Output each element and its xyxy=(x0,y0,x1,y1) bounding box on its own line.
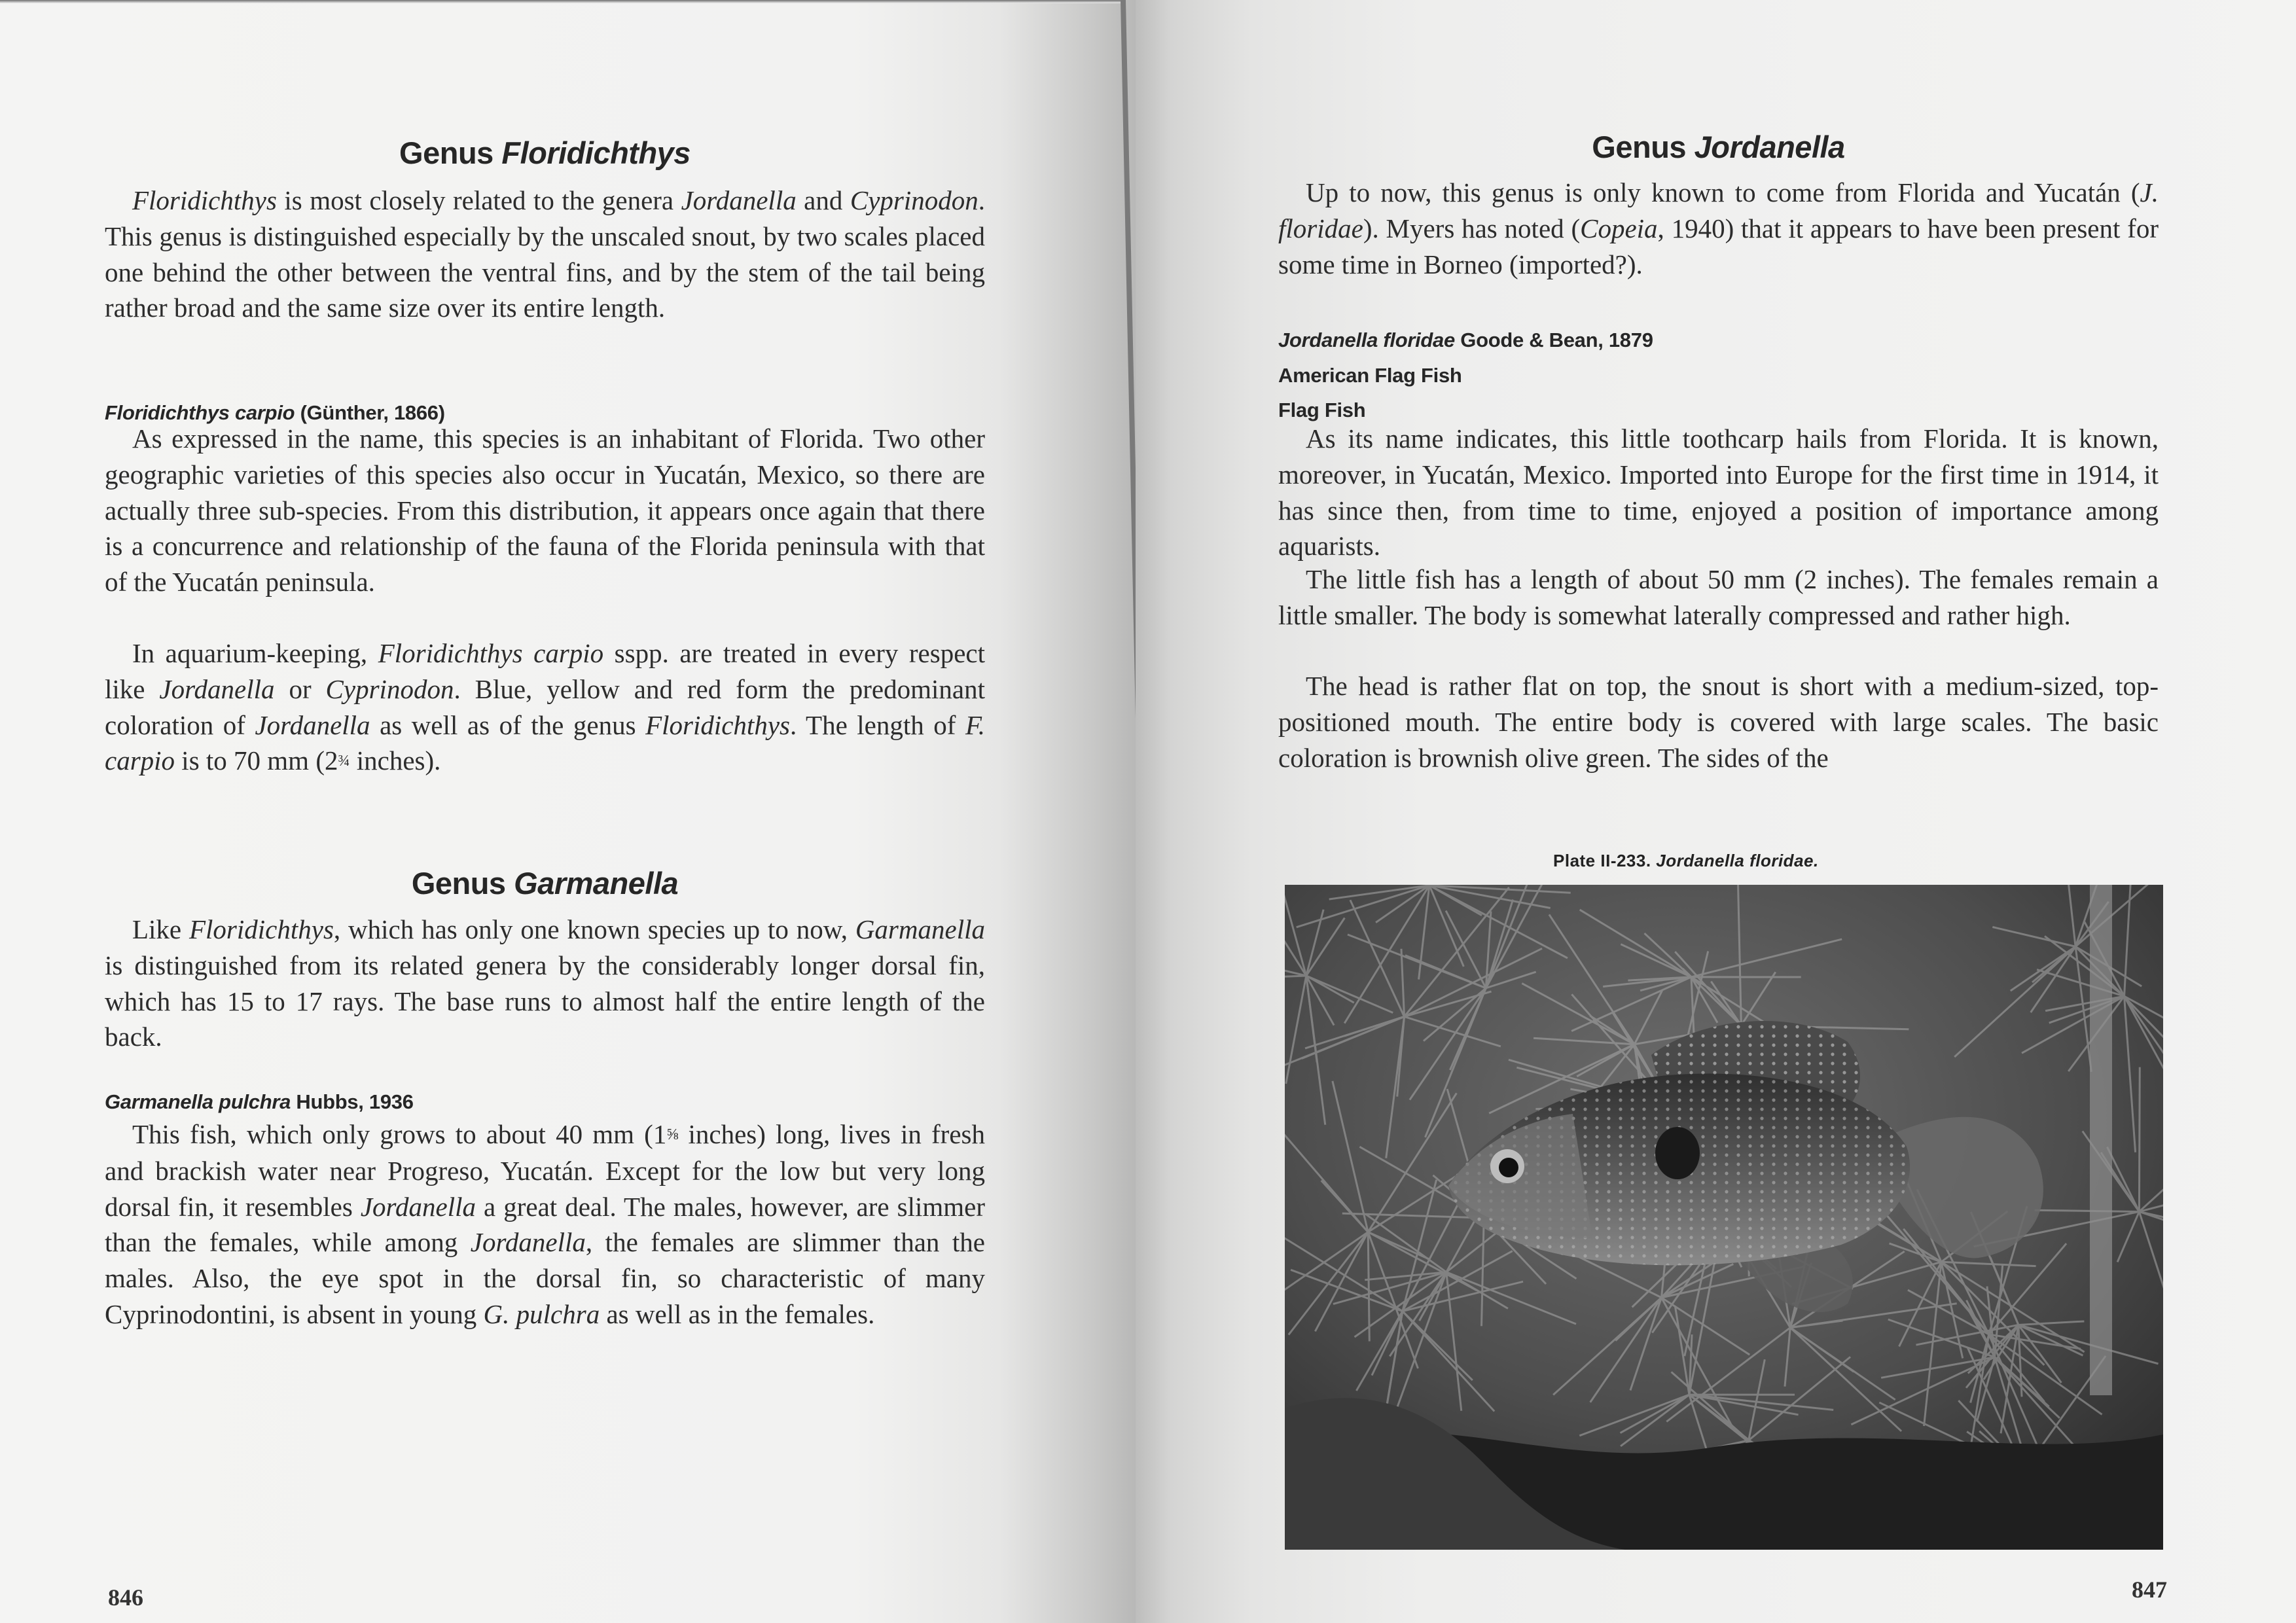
common-name-american-flag-fish: American Flag Fish xyxy=(1278,364,1462,387)
species-heading-garmanella-pulchra: Garmanella pulchra Hubbs, 1936 xyxy=(105,1090,414,1113)
page-number-left: 846 xyxy=(108,1584,143,1611)
text-run: As its name indicates, this little toothcarp hails from Florida. It is known, moreover, in Yucatán, Mexico. Imported into Europe for the first time in 1914, it has since then, from time to time, enjoyed a position of importance among aquarists. xyxy=(1278,423,2159,562)
text-run: or xyxy=(274,673,326,704)
text-run: , which has only one known species up to now, xyxy=(333,914,855,944)
text-run: , the females are slimmer than the males. Also, the eye spot in the dorsal fin, so characteristic of many Cyprinodontini, is absent in young xyxy=(105,1227,986,1329)
text-run: is most closely related to the genera xyxy=(276,185,681,215)
fish-pupil xyxy=(1499,1158,1518,1177)
italic-run: Jordanella xyxy=(159,673,275,704)
fraction: ¾ xyxy=(338,753,350,770)
species-heading-floridichthys-carpio: Floridichthys carpio (Günther, 1866) xyxy=(105,401,445,424)
page-number-right: 847 xyxy=(2132,1577,2167,1603)
text-run: , 1940) that it appears to have been present for some time in Borneo (imported?). xyxy=(1278,213,2159,279)
italic-run: Cyprinodon xyxy=(850,185,978,215)
text-run: inches) long, lives in fresh and brackish water near Progreso, Yucatán. Except for the low but very long dorsal fin, it resembles xyxy=(105,1119,985,1222)
common-name-flag-fish: Flag Fish xyxy=(1278,399,1366,421)
italic-run: Floridichthys xyxy=(645,709,790,740)
text-run: Up to now, this genus is only known to come from Florida and Yucatán ( xyxy=(1306,177,2140,207)
garmanella-pulchra-paragraph xyxy=(105,1116,985,1332)
italic-run: J. floridae xyxy=(1278,177,2159,243)
page-top-edge xyxy=(0,0,1126,3)
italic-run: Floridichthys xyxy=(189,914,334,944)
text-run: . This genus is distinguished especially by the unscaled snout, by two scales placed one behind the other between the ventral fins, and by the stem of the tail being rather broad and the same size over its entire length. xyxy=(105,185,985,323)
plate-photo-jordanella-floridae xyxy=(1285,885,2163,1550)
text-run: as well as in the females. xyxy=(600,1298,875,1329)
fraction: ⅝ xyxy=(666,1126,679,1143)
italic-run: Garmanella xyxy=(855,914,985,944)
left-page xyxy=(0,0,1136,1623)
plant-frond xyxy=(2139,1067,2140,1212)
italic-run: Jordanella xyxy=(255,709,370,740)
text-run: a great deal. The males, however, are slimmer than the females, while among xyxy=(105,1191,986,1258)
text-run: In aquarium-keeping, xyxy=(132,638,378,668)
text-run: The little fish has a length of about 50 mm (2 inches). The females remain a little smaller. The body is somewhat laterally compressed and rather high. xyxy=(1278,564,2159,630)
garmanella-intro-paragraph xyxy=(105,912,985,1055)
heading-genus-jordanella: Genus Jordanella xyxy=(1592,130,1845,164)
plate-caption: Plate II-233. Jordanella floridae. xyxy=(1553,851,1819,870)
text-run: Like xyxy=(132,914,189,944)
text-run: As expressed in the name, this species is an inhabitant of Florida. Two other geographic varieties of this species also occur in Yucatán, Mexico, so there are actually three sub-species. From this distribution, it appears once again that there is a concurrence and relationship of the fauna of the Florida peninsula with that of the Yucatán peninsula. xyxy=(105,423,985,597)
floridichthys-carpio-paragraph-1 xyxy=(105,421,985,600)
jordanella-floridae-paragraph-2 xyxy=(1278,562,2159,633)
italic-run: F. carpio xyxy=(105,709,985,776)
species-heading-jordanella-floridae: Jordanella floridae Goode & Bean, 1879 xyxy=(1278,329,1653,351)
text-run: ). Myers has noted ( xyxy=(1363,213,1581,243)
italic-run: Floridichthys carpio xyxy=(378,638,604,668)
plant-stem xyxy=(2090,885,2112,1395)
plant-frond xyxy=(1368,1232,1369,1342)
heading-genus-floridichthys: Genus Floridichthys xyxy=(399,135,691,170)
text-run: inches). xyxy=(350,745,441,776)
italic-run: Copeia xyxy=(1580,213,1658,243)
fish-lateral-spot xyxy=(1655,1127,1700,1179)
text-run: sspp. are treated in every respect like xyxy=(105,638,985,704)
heading-genus-garmanella: Genus Garmanella xyxy=(411,866,679,901)
text-run: The head is rather flat on top, the snout is short with a medium-sized, top-positioned mouth. The entire body is covered with large scales. The basic coloration is brownish olive green. The sides of the xyxy=(1278,671,2159,773)
italic-run: Floridichthys xyxy=(132,185,277,215)
text-run: . Blue, yellow and red form the predominant coloration of xyxy=(105,673,985,740)
italic-run: Jordanella xyxy=(360,1191,476,1222)
italic-run: Jordanella xyxy=(470,1227,586,1258)
text-run: as well as of the genus xyxy=(370,709,646,740)
text-run: is to 70 mm (2 xyxy=(175,745,338,776)
jordanella-floridae-paragraph-1 xyxy=(1278,421,2159,564)
fish-photo-illustration xyxy=(1285,885,2163,1550)
italic-run: Cyprinodon xyxy=(325,673,454,704)
italic-run: G. pulchra xyxy=(483,1298,600,1329)
text-run: . The length of xyxy=(789,709,965,740)
italic-run: Jordanella xyxy=(681,185,797,215)
jordanella-floridae-paragraph-3 xyxy=(1278,668,2159,776)
text-run: This fish, which only grows to about 40 mm (1 xyxy=(132,1119,667,1149)
text-run: is distinguished from its related genera by the considerably longer dorsal fin, which has 15 to 17 rays. The base runs to almost half the entire length of the back. xyxy=(105,950,985,1052)
text-run: and xyxy=(796,185,850,215)
jordanella-intro-paragraph xyxy=(1278,175,2159,282)
floridichthys-intro-paragraph xyxy=(105,183,985,326)
floridichthys-carpio-paragraph-2 xyxy=(105,635,985,779)
